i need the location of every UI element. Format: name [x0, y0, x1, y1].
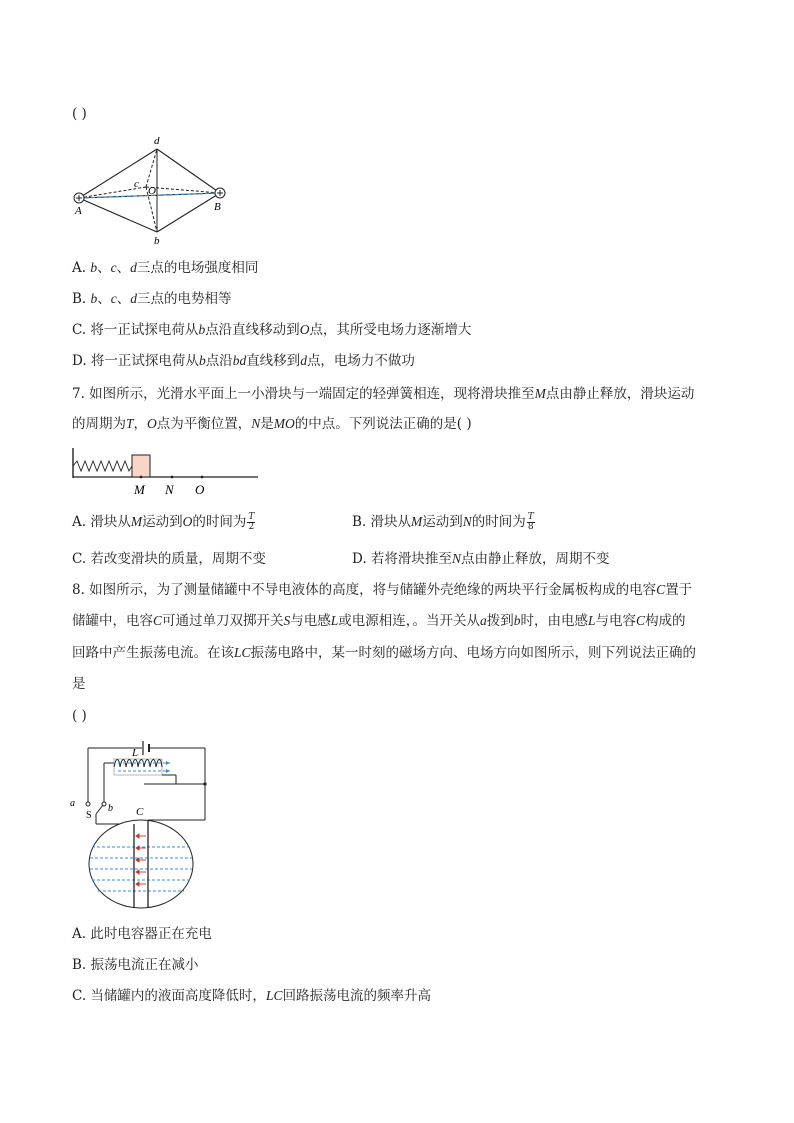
- q6-option-a[interactable]: A. b、c、d三点的电场强度相同: [72, 260, 259, 276]
- q8-option-c[interactable]: C. 当储罐内的液面高度降低时，LC回路振荡电流的频率升高: [72, 988, 431, 1004]
- q6-option-b[interactable]: B. b、c、d三点的电势相等: [72, 291, 232, 307]
- q8-answer-bracket: ( ): [72, 708, 87, 724]
- label-c: c: [134, 178, 139, 190]
- q7-stem-line2: 的周期为T，O点为平衡位置，N是MO的中点。下列说法正确的是( ): [72, 416, 472, 432]
- label-b: b: [154, 235, 160, 247]
- label-n: N: [165, 482, 174, 497]
- label-b: b: [108, 803, 113, 814]
- q6-option-d[interactable]: D. 将一正试探电荷从b点沿bd直线移到d点，电场力不做功: [72, 353, 415, 369]
- q6-diagram: [68, 132, 238, 248]
- label-o: O: [148, 185, 156, 197]
- label-a: a: [70, 798, 75, 809]
- q6-option-c[interactable]: C. 将一正试探电荷从b点沿直线移动到O点，其所受电场力逐渐增大: [72, 322, 472, 338]
- q7-option-b[interactable]: B. 滑块从M运动到N的时间为 $\frac{T}{8}$: [352, 512, 534, 532]
- storage-tank: [89, 820, 193, 908]
- label-m: M: [134, 482, 145, 497]
- label-d: d: [154, 135, 160, 147]
- q7-stem-line1: 7. 如图所示，光滑水平面上一小滑块与一端固定的轻弹簧相连，现将滑块推至M点由静止释放，滑块运动: [72, 386, 695, 402]
- charge-b-icon: [215, 188, 225, 198]
- label-o: O: [195, 482, 205, 497]
- spring-icon: [73, 461, 132, 471]
- inductor-coil-icon: [114, 759, 170, 775]
- label-b-point: B: [214, 201, 221, 213]
- q7-option-d[interactable]: D. 若将滑块推至N点由静止释放，周期不变: [352, 551, 610, 567]
- q8-stem-line2: 储罐中，电容C可通过单刀双掷开关S与电感L或电源相连，。当开关从a拨到b时，由电感L与电容C构成的: [72, 613, 686, 629]
- q8-option-a[interactable]: A. 此时电容器正在充电: [72, 926, 212, 942]
- q7-option-c[interactable]: C. 若改变滑块的质量，周期不变: [72, 551, 266, 567]
- q8-stem-line3: 回路中产生振荡电流。在该LC振荡电路中，某一时刻的磁场方向、电场方向如图所示，则下列说法正确的: [72, 645, 697, 661]
- q8-stem-line4: 是: [72, 676, 86, 692]
- label-s: S: [86, 810, 92, 821]
- q8-circuit-diagram: [66, 736, 216, 911]
- q6-answer-bracket: ( ): [72, 106, 87, 122]
- q7-option-a[interactable]: A. 滑块从M运动到O的时间为 $\frac{T}{2}$: [72, 512, 255, 532]
- charge-a-icon: [74, 193, 84, 203]
- label-c: C: [136, 806, 144, 818]
- q7-spring-diagram: [68, 446, 268, 498]
- q8-stem-line1: 8. 如图所示，为了测量储罐中不导电液体的高度，将与储罐外壳绝缘的两块平行金属板构成的电容C置于: [72, 582, 693, 598]
- slider-block: [132, 455, 150, 477]
- label-a: A: [75, 205, 82, 217]
- q8-option-b[interactable]: B. 振荡电流正在减小: [72, 957, 199, 973]
- label-l: L: [132, 747, 139, 759]
